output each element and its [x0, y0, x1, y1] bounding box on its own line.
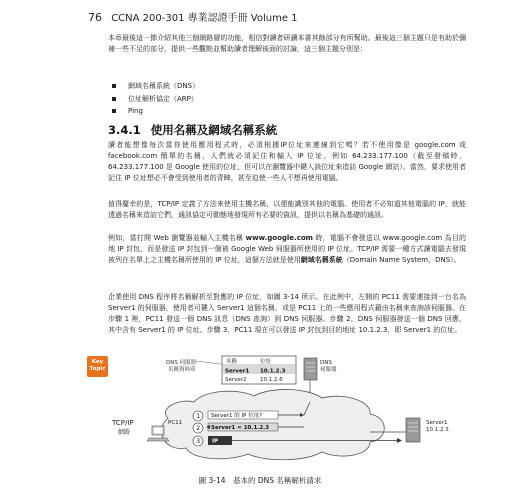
- dns-db-label: DNS 伺服器: [166, 360, 197, 366]
- dns-server-label: DNS: [320, 360, 332, 366]
- step-3-marker: [193, 436, 203, 446]
- step-1-marker: [193, 411, 203, 421]
- server1-addr: 10.1.2.3: [426, 427, 449, 433]
- hostname-bold: www.google.com: [245, 234, 313, 242]
- para4-after: （Domain Name System，DNS）。: [342, 256, 461, 264]
- table-header-addr: 位址: [260, 359, 272, 365]
- paragraph-tcpip: 值得慶幸的是，TCP/IP 定義了方法來使用主機名稱，以便能識別其他的電腦。使用者不必知道其他電腦的 IP，就能透過名稱來造訪它們，通訊協定可動態地發現所有必要的資訊，提供以名稱為基礎的通訊。: [108, 200, 466, 219]
- list-item: 位址解析協定（ARP）: [112, 93, 199, 106]
- dns-server-icon: [304, 358, 317, 380]
- reply-message: Server1 = 10.1.2.3: [211, 425, 270, 431]
- para4-middle: 時，電腦不會發送以 www.google.com 為目的地 IP 封包，而是發送 IP 封包到一個被 Google Web 伺服器所使用的 IP 位址。TCP/IP 需要一種方式讓電腦去發現被列在名單上之主機名稱所使用的 IP 位址，這個方法就是使用: [108, 234, 467, 264]
- intro-paragraph: 本章最後這一節介紹其他三個網路層的功能，相信對讀者研讀本書其餘部分有所幫助。最後這三個主題只是有助於彌補一些不足的部分，提供一些觀點並幫助讀者理解後面的討論，這三個主題分別是：: [108, 34, 466, 53]
- figure-caption: 圖 3-14 基本的 DNS 名稱解析請求: [198, 476, 322, 485]
- table-cell-name: Server2: [225, 377, 247, 383]
- table-header-name: 名稱: [226, 359, 238, 365]
- list-item: 網域名稱系統（DNS）: [112, 80, 199, 93]
- paragraph-dns-process: 企業使用 DNS 程序將名稱解析至對應的 IP 位址，如圖 3-14 所示。在此例中，左側的 PC11 需要連接到一台名為 Server1 的伺服器，使用者可鍵入 Server1 這個名稱，或是 PC11 上的一些應用程式藉由名稱來查詢該伺服器。在步驟 1 裡，PC11 發送一個 DNS 訊息（DNS 查詢）到 DNS 伺服器。步驟 2，DNS 伺服器發送一個 DNS 回應，其中含有 Server1 的 IP 位址。步驟 3，PC11 現在可以發送 IP 封包到目的地址 10.1.2.3，即 Server1 的位址。: [108, 293, 466, 334]
- server1-icon: [406, 418, 420, 442]
- dns-figure: [108, 352, 468, 464]
- label-leader-line: [196, 361, 221, 364]
- svg-text:3: 3: [196, 438, 201, 446]
- dns-term-bold: 網域名稱系統: [300, 256, 343, 264]
- svg-text:2: 2: [196, 425, 201, 433]
- section-number: 3.4.1: [108, 123, 141, 137]
- topic-list: [112, 80, 199, 118]
- para4-before: 例如，當打開 Web 瀏覽器並輸入主機名稱: [108, 234, 246, 242]
- server1-label: Server1: [426, 420, 448, 426]
- dns-server-label: 伺服器: [320, 367, 337, 373]
- key-topic-badge: [87, 356, 108, 377]
- tcpip-label: TCP/IP: [112, 419, 134, 427]
- key-topic-line: Topic: [89, 366, 106, 372]
- running-header: [88, 9, 298, 24]
- paragraph-names: 讀者能想像每次當你使用應用程式時，必須根據IP位址來連線到它嗎？若不使用像是 google.com 或 facebook.com 簡單的名稱，人們就必須記住和輸入 IP 位址，例如 64.233.177.100（截至發稿時，64.233.177.100 是 Google 使用的位址，但可以在瀏覽器中鍵入該位址來造訪 Google 網站）。當然，要求使用者記住 IP 位址想必不會受到使用者的青睞，甚至迫使一些人不想再使用電腦。: [108, 141, 466, 182]
- paragraph-dns-intro: [108, 233, 466, 266]
- section-heading: [108, 122, 277, 138]
- packet-arrowhead: [397, 438, 402, 443]
- key-topic-line: Key: [91, 359, 104, 365]
- section-title: 使用名稱及網域名稱系統: [150, 123, 278, 137]
- ip-packet-label: IP: [212, 438, 219, 445]
- query-message: Server1 的 IP 位址?: [211, 413, 263, 419]
- table-cell-addr: 10.1.2.6: [260, 377, 283, 383]
- page-number: 76: [88, 11, 102, 24]
- tcpip-label: 網路: [118, 429, 131, 436]
- step-2-marker: [193, 423, 203, 433]
- table-cell-addr: 10.1.2.3: [260, 368, 286, 375]
- svg-text:1: 1: [196, 413, 201, 421]
- list-item: Ping: [112, 105, 199, 118]
- pc-label: PC11: [168, 420, 183, 426]
- table-cell-name: Server1: [225, 368, 250, 375]
- book-title: CCNA 200-301 專業認證手冊 Volume 1: [111, 13, 298, 24]
- dns-db-label: 名稱資料庫: [168, 367, 196, 373]
